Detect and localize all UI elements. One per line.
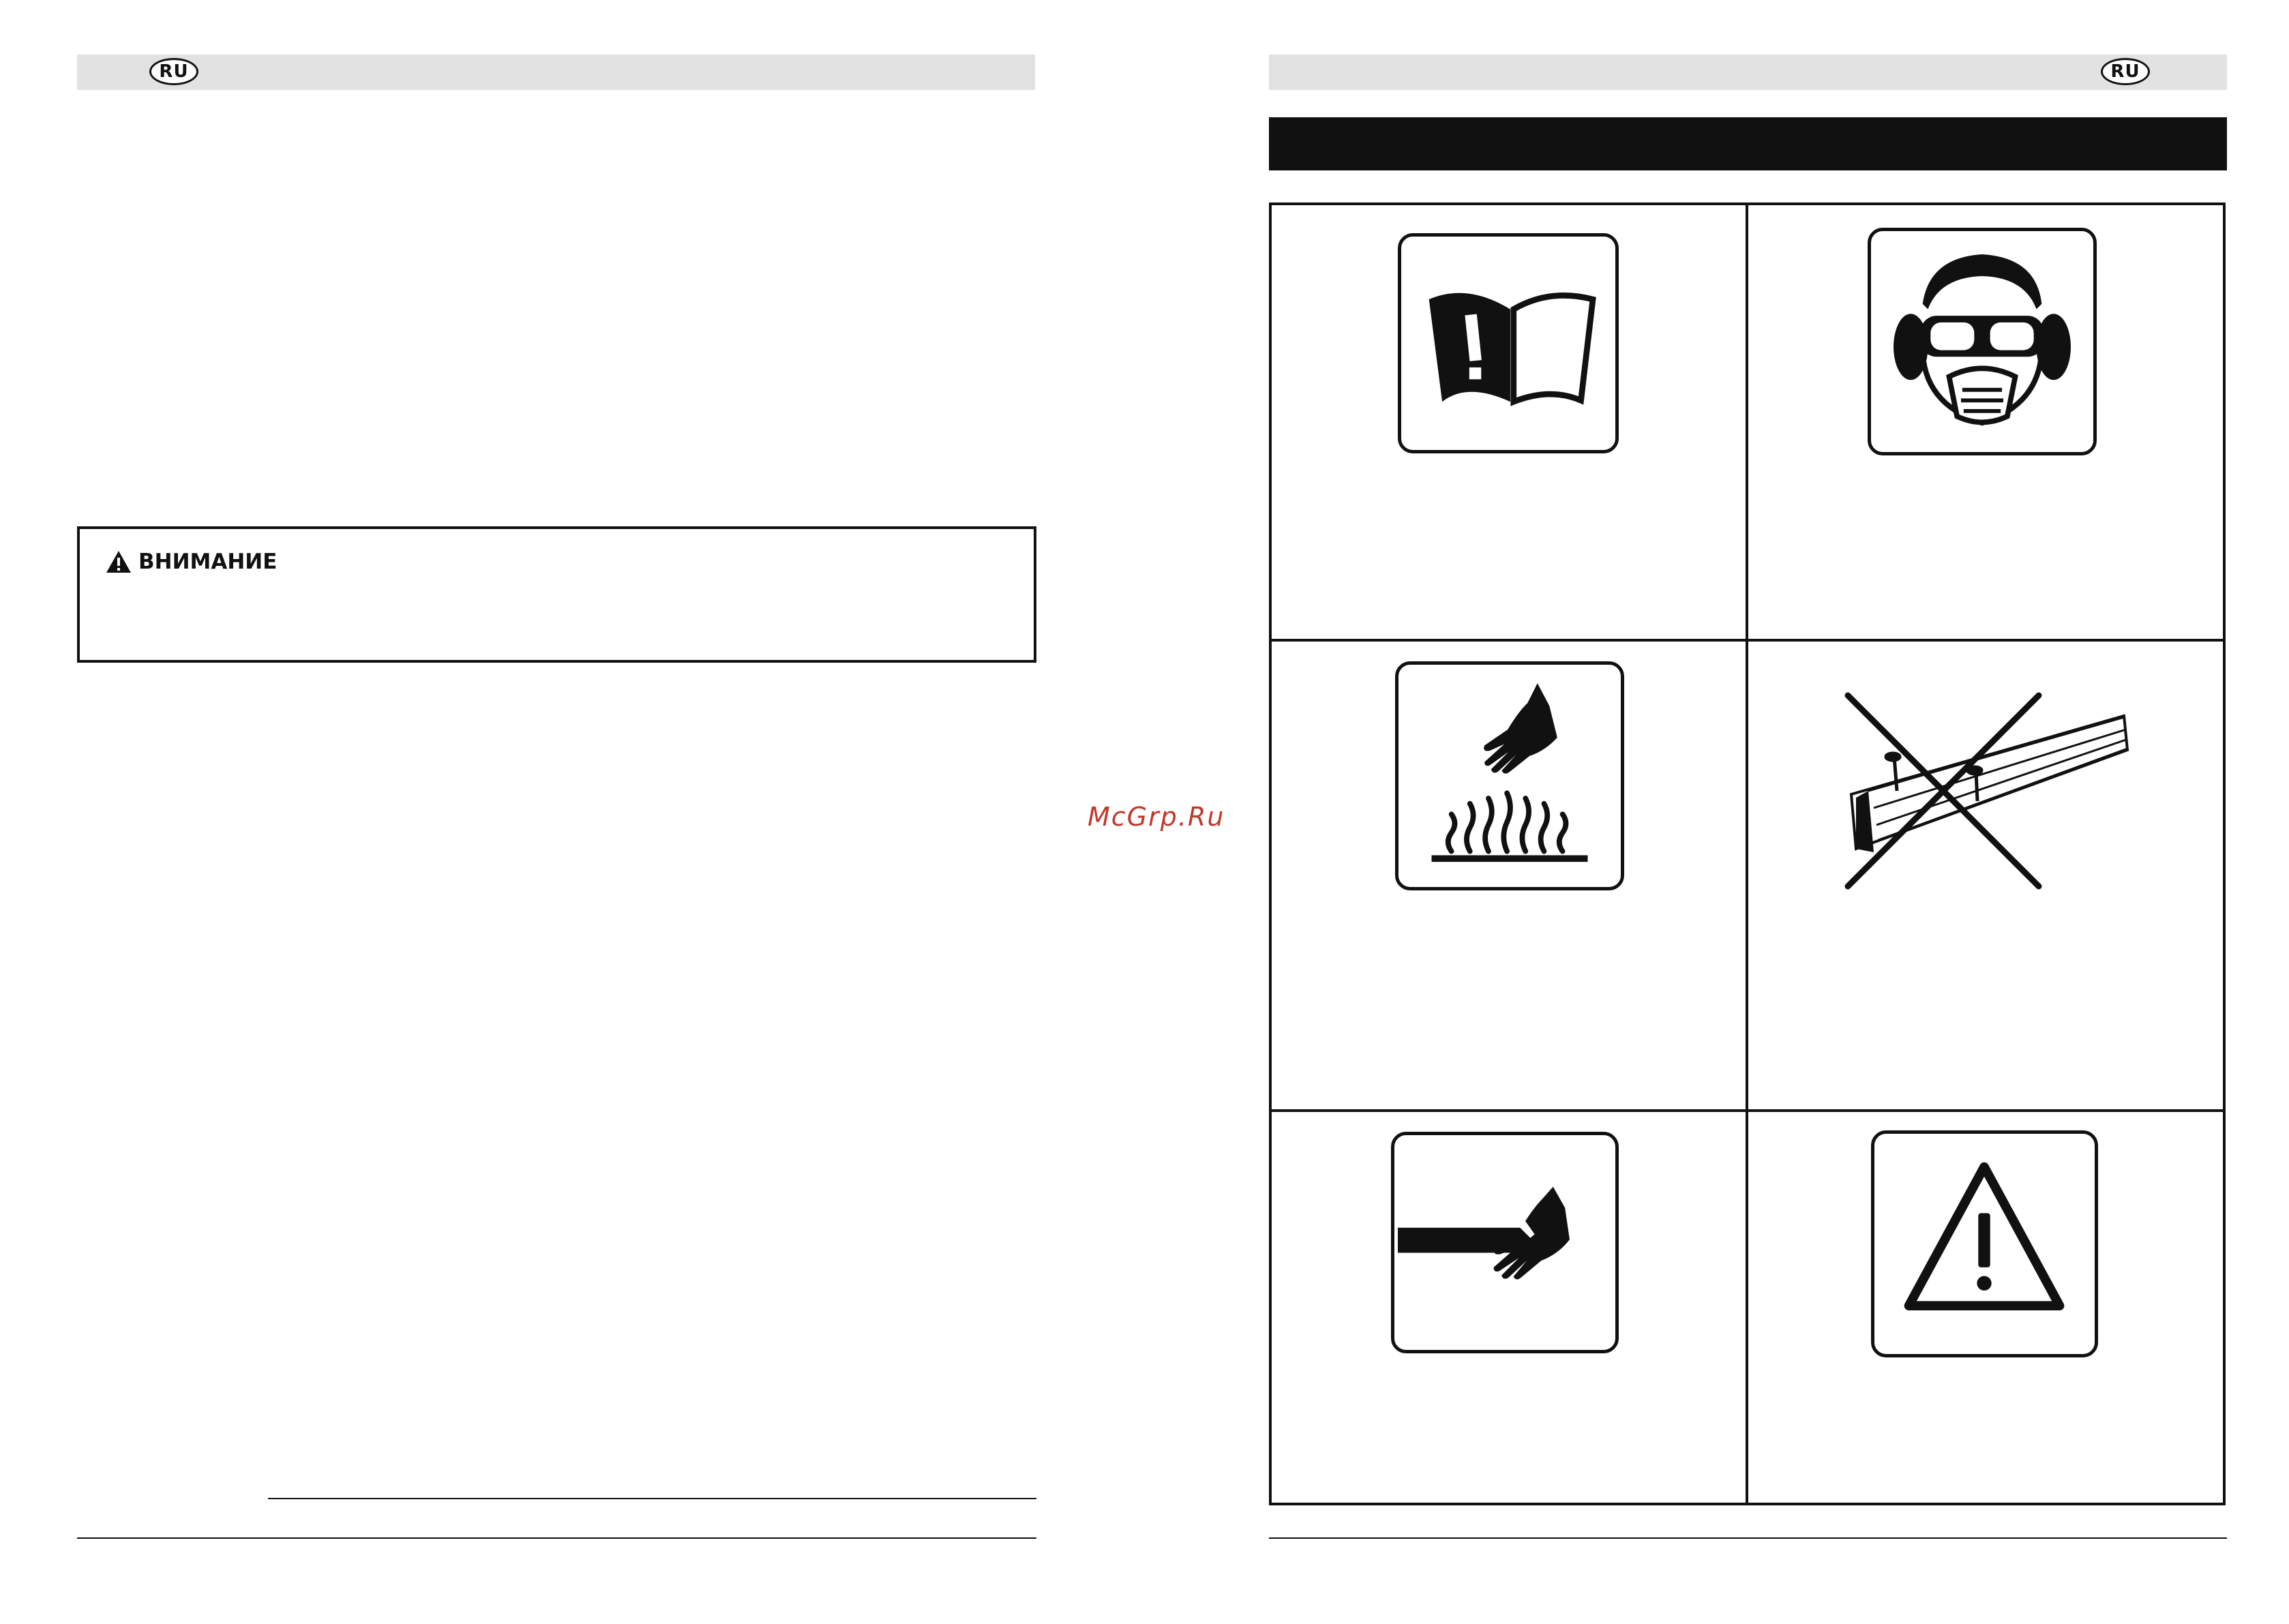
warning-title-text: ВНИМАНИЕ [138,550,278,574]
watermark: McGrp.Ru [1088,802,1225,832]
general-warning-icon [1871,1130,2098,1357]
grid-divider-vertical [1746,202,1748,1505]
grid-divider-row2 [1269,1109,2226,1112]
sharp-blade-hand-icon [1391,1132,1619,1353]
left-footer-rule [77,1537,1036,1539]
no-nails-in-workpiece-icon [1841,689,2134,893]
warning-triangle-icon [106,550,132,573]
section-title-band [1269,117,2227,170]
grid-divider-row1 [1269,639,2226,642]
left-header-bar [77,55,1035,90]
right-language-badge: RU [2101,58,2150,85]
wear-protective-equipment-icon [1868,228,2097,455]
right-footer-rule [1269,1537,2227,1539]
warning-box [77,526,1036,663]
right-header-bar [1269,55,2227,90]
read-manual-icon [1398,233,1619,453]
left-footnote-rule [268,1498,1036,1499]
left-language-badge: RU [149,58,198,85]
hot-surface-icon [1395,661,1624,890]
warning-title [106,550,277,574]
